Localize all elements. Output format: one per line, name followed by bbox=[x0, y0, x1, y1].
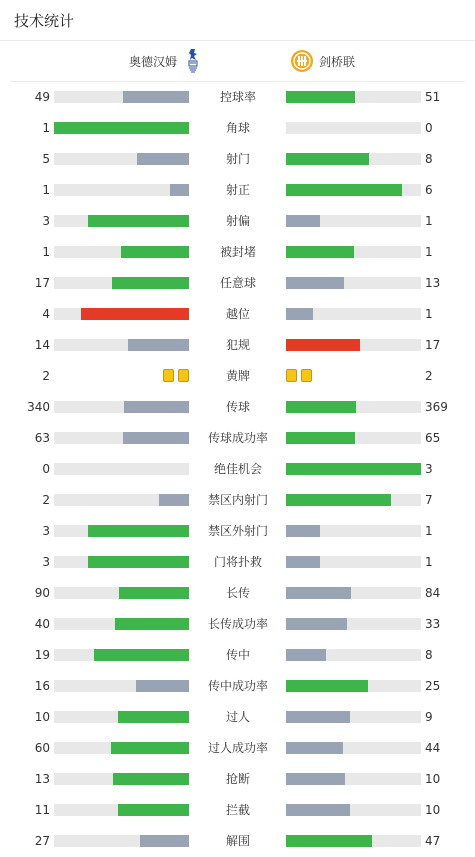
away-bar-fill bbox=[286, 649, 326, 661]
away-value: 84 bbox=[425, 586, 441, 600]
title-divider bbox=[0, 40, 475, 41]
stat-label: 绝佳机会 bbox=[213, 462, 262, 476]
away-bar-track bbox=[286, 556, 421, 568]
away-bar-track bbox=[286, 649, 421, 661]
stat-row bbox=[0, 521, 475, 541]
away-bar-track bbox=[286, 277, 421, 289]
home-team-name: 奥德汉姆 bbox=[128, 54, 177, 69]
home-bar-track bbox=[54, 742, 189, 754]
stat-label: 黄牌 bbox=[225, 369, 250, 383]
away-value: 65 bbox=[425, 431, 441, 445]
away-value: 33 bbox=[425, 617, 441, 631]
home-bar-track bbox=[54, 122, 189, 134]
home-bar-fill bbox=[111, 742, 189, 754]
home-value: 13 bbox=[34, 772, 50, 786]
away-bar-fill bbox=[286, 463, 421, 475]
home-bar-track bbox=[54, 618, 189, 630]
stat-row bbox=[0, 118, 475, 138]
away-bar-fill bbox=[286, 215, 320, 227]
home-value: 27 bbox=[34, 834, 50, 848]
away-bar-track bbox=[286, 618, 421, 630]
home-value: 3 bbox=[42, 214, 50, 228]
away-cards bbox=[286, 369, 312, 382]
away-bar-track bbox=[286, 525, 421, 537]
away-bar-track bbox=[286, 835, 421, 847]
home-bar-fill bbox=[140, 835, 189, 847]
home-bar-track bbox=[54, 432, 189, 444]
away-bar-fill bbox=[286, 804, 350, 816]
home-value: 4 bbox=[42, 307, 50, 321]
home-bar-track bbox=[54, 649, 189, 661]
away-bar-fill bbox=[286, 587, 351, 599]
home-value: 1 bbox=[42, 183, 50, 197]
home-value: 40 bbox=[34, 617, 50, 631]
away-bar-track bbox=[286, 711, 421, 723]
away-bar-track bbox=[286, 804, 421, 816]
home-value: 2 bbox=[42, 493, 50, 507]
home-bar-track bbox=[54, 773, 189, 785]
away-value: 2 bbox=[425, 369, 433, 383]
stat-label: 拦截 bbox=[225, 803, 250, 817]
stat-row bbox=[0, 428, 475, 448]
home-bar-track bbox=[54, 339, 189, 351]
stat-label: 任意球 bbox=[219, 276, 256, 290]
away-value: 1 bbox=[425, 524, 433, 538]
stat-row bbox=[0, 397, 475, 417]
home-value: 5 bbox=[42, 152, 50, 166]
away-value: 0 bbox=[425, 121, 433, 135]
home-bar-fill bbox=[115, 618, 189, 630]
home-value: 63 bbox=[34, 431, 50, 445]
stat-row bbox=[0, 366, 475, 386]
stat-row bbox=[0, 180, 475, 200]
stat-row bbox=[0, 459, 475, 479]
away-bar-fill bbox=[286, 773, 345, 785]
home-bar-fill bbox=[136, 680, 189, 692]
stat-label: 被封堵 bbox=[219, 245, 256, 259]
away-bar-track bbox=[286, 742, 421, 754]
home-value: 11 bbox=[34, 803, 50, 817]
away-value: 47 bbox=[425, 834, 441, 848]
away-bar-fill bbox=[286, 401, 356, 413]
away-value: 8 bbox=[425, 648, 433, 662]
yellow-card-icon bbox=[286, 369, 297, 382]
away-value: 17 bbox=[425, 338, 441, 352]
stat-row bbox=[0, 304, 475, 324]
home-value: 60 bbox=[34, 741, 50, 755]
away-value: 44 bbox=[425, 741, 441, 755]
stat-row bbox=[0, 831, 475, 851]
home-bar-fill bbox=[88, 215, 189, 227]
stat-label: 射门 bbox=[225, 152, 250, 166]
away-value: 1 bbox=[425, 214, 433, 228]
away-bar-fill bbox=[286, 711, 350, 723]
away-bar-fill bbox=[286, 494, 391, 506]
stat-label: 长传 bbox=[225, 586, 250, 600]
home-bar-track bbox=[54, 494, 189, 506]
away-team-name: 剑桥联 bbox=[319, 54, 356, 69]
away-bar-fill bbox=[286, 432, 355, 444]
stat-label: 传球 bbox=[225, 400, 250, 414]
away-bar-track bbox=[286, 463, 421, 475]
home-bar-track bbox=[54, 711, 189, 723]
away-bar-track bbox=[286, 153, 421, 165]
home-bar-fill bbox=[118, 711, 189, 723]
stat-row bbox=[0, 614, 475, 634]
home-value: 340 bbox=[27, 400, 50, 414]
home-cards bbox=[163, 369, 189, 382]
away-value: 10 bbox=[425, 772, 441, 786]
home-value: 3 bbox=[42, 524, 50, 538]
away-value: 7 bbox=[425, 493, 433, 507]
away-bar-track bbox=[286, 773, 421, 785]
away-bar-fill bbox=[286, 339, 360, 351]
stat-row bbox=[0, 273, 475, 293]
away-value: 369 bbox=[425, 400, 448, 414]
home-bar-track bbox=[54, 153, 189, 165]
away-bar-track bbox=[286, 339, 421, 351]
home-bar-track bbox=[54, 525, 189, 537]
away-value: 25 bbox=[425, 679, 441, 693]
away-bar-track bbox=[286, 401, 421, 413]
stat-label: 射正 bbox=[225, 183, 250, 197]
away-bar-fill bbox=[286, 556, 320, 568]
away-bar-fill bbox=[286, 618, 347, 630]
away-value: 3 bbox=[425, 462, 433, 476]
cambridge-united-crest-icon bbox=[290, 49, 314, 73]
away-value: 9 bbox=[425, 710, 433, 724]
home-value: 1 bbox=[42, 245, 50, 259]
home-bar-fill bbox=[94, 649, 189, 661]
home-bar-fill bbox=[159, 494, 189, 506]
home-value: 0 bbox=[42, 462, 50, 476]
home-bar-track bbox=[54, 308, 189, 320]
home-value: 3 bbox=[42, 555, 50, 569]
stat-row bbox=[0, 87, 475, 107]
stat-label: 禁区外射门 bbox=[207, 524, 268, 538]
home-bar-fill bbox=[170, 184, 189, 196]
yellow-card-icon bbox=[178, 369, 189, 382]
stat-row bbox=[0, 645, 475, 665]
away-bar-track bbox=[286, 432, 421, 444]
home-bar-track bbox=[54, 91, 189, 103]
home-bar-fill bbox=[121, 246, 189, 258]
yellow-card-icon bbox=[163, 369, 174, 382]
home-bar-track bbox=[54, 401, 189, 413]
stat-label: 角球 bbox=[225, 121, 250, 135]
home-bar-fill bbox=[128, 339, 189, 351]
away-bar-track bbox=[286, 680, 421, 692]
stat-row bbox=[0, 490, 475, 510]
home-bar-fill bbox=[123, 432, 189, 444]
stat-label: 长传成功率 bbox=[207, 617, 268, 631]
stat-row bbox=[0, 242, 475, 262]
home-bar-track bbox=[54, 587, 189, 599]
away-bar-fill bbox=[286, 308, 313, 320]
stat-label: 抢断 bbox=[225, 772, 250, 786]
home-bar-fill bbox=[123, 91, 189, 103]
stat-label: 射偏 bbox=[225, 214, 250, 228]
away-team-header[interactable] bbox=[290, 48, 470, 74]
stat-label: 门将扑救 bbox=[213, 555, 262, 569]
away-bar-fill bbox=[286, 835, 372, 847]
stat-row bbox=[0, 149, 475, 169]
home-bar-track bbox=[54, 246, 189, 258]
away-value: 8 bbox=[425, 152, 433, 166]
away-bar-fill bbox=[286, 742, 343, 754]
home-bar-track bbox=[54, 184, 189, 196]
stat-row bbox=[0, 738, 475, 758]
stat-label: 过人 bbox=[225, 710, 250, 724]
header-divider bbox=[10, 81, 465, 82]
away-bar-track bbox=[286, 91, 421, 103]
stat-label: 越位 bbox=[225, 307, 250, 321]
home-team-header[interactable] bbox=[0, 48, 200, 74]
home-bar-fill bbox=[113, 773, 189, 785]
home-bar-track bbox=[54, 835, 189, 847]
home-bar-track bbox=[54, 463, 189, 475]
away-bar-track bbox=[286, 587, 421, 599]
away-bar-track bbox=[286, 246, 421, 258]
away-value: 51 bbox=[425, 90, 441, 104]
home-value: 10 bbox=[34, 710, 50, 724]
home-value: 14 bbox=[34, 338, 50, 352]
home-bar-fill bbox=[112, 277, 189, 289]
home-bar-fill bbox=[118, 804, 189, 816]
home-value: 2 bbox=[42, 369, 50, 383]
home-bar-track bbox=[54, 556, 189, 568]
oldham-crest-icon bbox=[186, 48, 200, 74]
away-value: 1 bbox=[425, 555, 433, 569]
home-bar-track bbox=[54, 277, 189, 289]
away-bar-fill bbox=[286, 91, 355, 103]
stat-row bbox=[0, 583, 475, 603]
away-bar-fill bbox=[286, 525, 320, 537]
home-value: 17 bbox=[34, 276, 50, 290]
away-bar-fill bbox=[286, 246, 354, 258]
home-bar-track bbox=[54, 680, 189, 692]
home-value: 49 bbox=[34, 90, 50, 104]
home-bar-fill bbox=[137, 153, 189, 165]
stat-row bbox=[0, 211, 475, 231]
home-bar-fill bbox=[88, 556, 189, 568]
stat-label: 传球成功率 bbox=[207, 431, 268, 445]
stat-row bbox=[0, 335, 475, 355]
home-bar-fill bbox=[124, 401, 189, 413]
away-bar-fill bbox=[286, 277, 344, 289]
home-value: 90 bbox=[34, 586, 50, 600]
stat-label: 控球率 bbox=[219, 90, 256, 104]
stat-row bbox=[0, 676, 475, 696]
away-value: 13 bbox=[425, 276, 441, 290]
away-value: 6 bbox=[425, 183, 433, 197]
away-bar-fill bbox=[286, 680, 368, 692]
stat-row bbox=[0, 707, 475, 727]
home-bar-fill bbox=[119, 587, 189, 599]
away-value: 10 bbox=[425, 803, 441, 817]
away-bar-track bbox=[286, 184, 421, 196]
page-title: 技术统计 bbox=[14, 12, 75, 30]
away-bar-track bbox=[286, 215, 421, 227]
away-bar-track bbox=[286, 308, 421, 320]
away-bar-fill bbox=[286, 184, 402, 196]
stat-row bbox=[0, 800, 475, 820]
stat-label: 传中成功率 bbox=[207, 679, 268, 693]
away-bar-track bbox=[286, 122, 421, 134]
stat-label: 过人成功率 bbox=[207, 741, 268, 755]
yellow-card-icon bbox=[301, 369, 312, 382]
home-bar-fill bbox=[54, 122, 189, 134]
home-value: 19 bbox=[34, 648, 50, 662]
home-bar-fill bbox=[88, 525, 189, 537]
away-value: 1 bbox=[425, 307, 433, 321]
stat-row bbox=[0, 769, 475, 789]
home-bar-track bbox=[54, 215, 189, 227]
away-value: 1 bbox=[425, 245, 433, 259]
home-value: 1 bbox=[42, 121, 50, 135]
stat-row bbox=[0, 552, 475, 572]
stat-label: 解围 bbox=[225, 834, 250, 848]
home-value: 16 bbox=[34, 679, 50, 693]
away-bar-fill bbox=[286, 153, 369, 165]
home-bar-fill bbox=[81, 308, 189, 320]
stat-label: 传中 bbox=[225, 648, 250, 662]
stat-label: 犯规 bbox=[225, 338, 250, 352]
away-bar-track bbox=[286, 494, 421, 506]
stat-label: 禁区内射门 bbox=[207, 493, 268, 507]
home-bar-track bbox=[54, 804, 189, 816]
